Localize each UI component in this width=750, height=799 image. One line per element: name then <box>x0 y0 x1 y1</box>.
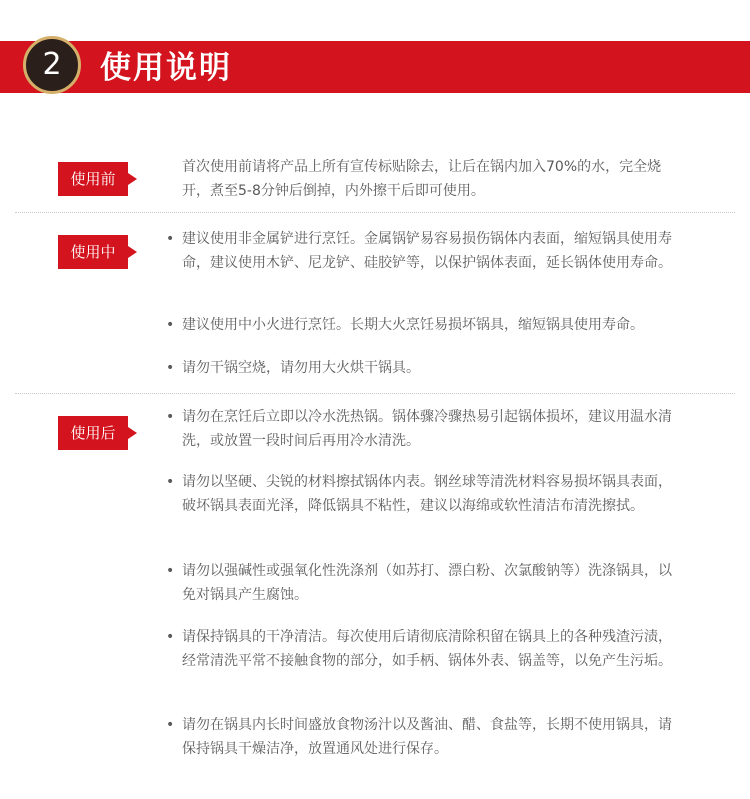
after-item-5: 请勿在锅具内长时间盛放食物汤汁以及酱油、醋、食盐等，长期不使用锅具，请保持锅具干燥洁净，放置通风处进行保存。 <box>182 717 672 757</box>
bullet-icon: • <box>166 360 175 376</box>
during-item-3: 请勿干锅空烧，请勿用大火烘干锅具。 <box>182 360 420 376</box>
during-item-2: 建议使用中小火进行烹饪。长期大火烹饪易损坏锅具，缩短锅具使用寿命。 <box>182 317 644 333</box>
during-item-1: 建议使用非金属铲进行烹饪。金属锅铲易容易损伤锅体内表面，缩短锅具使用寿命，建议使用木铲、尼龙铲、硅胶铲等，以保护锅体表面，延长锅体使用寿命。 <box>182 231 672 271</box>
after-item-1: 请勿在烹饪后立即以冷水洗热锅。锅体骤冷骤热易引起锅体损坏，建议用温水清洗，或放置一段时间后再用冷水清洗。 <box>182 409 672 449</box>
bullet-icon: • <box>166 231 175 247</box>
bullet-icon: • <box>166 563 175 579</box>
step-number-badge <box>23 36 81 94</box>
bullet-icon: • <box>166 717 175 733</box>
bullet-icon: • <box>166 317 175 333</box>
tag-during: 使用中 <box>58 235 128 269</box>
step-number: 2 <box>42 47 62 82</box>
tag-after: 使用后 <box>58 416 128 450</box>
divider <box>15 212 735 213</box>
tag-before: 使用前 <box>58 162 128 196</box>
bullet-icon: • <box>166 474 175 490</box>
after-item-2: 请勿以坚硬、尖锐的材料擦拭锅体内表。钢丝球等清洗材料容易损坏锅具表面，破坏锅具表面光泽，降低锅具不粘性，建议以海绵或软性清洁布清洗擦拭。 <box>182 474 672 514</box>
bullet-icon: • <box>166 409 175 425</box>
divider <box>15 393 735 394</box>
after-item-4: 请保持锅具的干净清洁。每次使用后请彻底清除积留在锅具上的各种残渣污渍，经常清洗平常不接触食物的部分，如手柄、锅体外表、锅盖等，以免产生污垢。 <box>182 629 672 669</box>
before-text: 首次使用前请将产品上所有宣传标贴除去，让后在锅内加入70%的水，完全烧开，煮至5-8分钟后倒掉，内外擦干后即可使用。 <box>182 159 662 199</box>
bullet-icon: • <box>166 629 175 645</box>
after-item-3: 请勿以强碱性或强氧化性洗涤剂（如苏打、漂白粉、次氯酸钠等）洗涤锅具，以免对锅具产生腐蚀。 <box>182 563 672 603</box>
page-title: 使用说明 <box>100 50 232 86</box>
